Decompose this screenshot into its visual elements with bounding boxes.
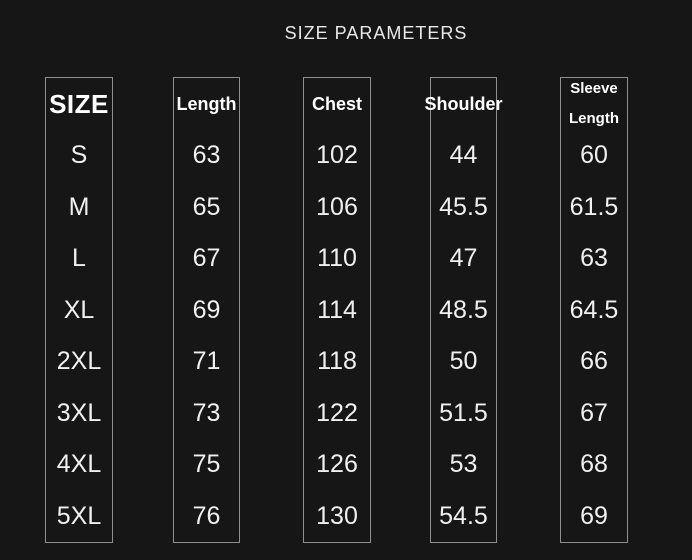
cell-sleeve-row6: 68 xyxy=(580,450,608,479)
cell-size-row1: M xyxy=(68,192,90,221)
cell-chest-row3: 114 xyxy=(317,295,357,324)
cell-length-row6: 75 xyxy=(192,450,221,479)
cell-sleeve-row3: 64.5 xyxy=(569,295,619,324)
page-title: SIZE PARAMETERS xyxy=(284,23,468,43)
cell-shoulder-row7: 54.5 xyxy=(439,501,488,530)
cell-chest-row4: 118 xyxy=(317,347,357,376)
column-size xyxy=(45,77,113,543)
cell-length-row7: 76 xyxy=(192,501,221,530)
cell-length-row5: 73 xyxy=(192,398,221,427)
column-length-cells xyxy=(174,130,239,542)
cell-shoulder-row1: 45.5 xyxy=(439,192,488,221)
cell-sleeve-row2: 63 xyxy=(580,244,608,273)
cell-shoulder-row0: 44 xyxy=(449,141,478,170)
cell-chest-row6: 126 xyxy=(316,450,358,479)
column-header-chest: Chest xyxy=(311,93,362,114)
cell-length-row0: 63 xyxy=(192,141,221,170)
column-header-sleeve-line2: Length xyxy=(569,110,619,127)
cell-shoulder-row2: 47 xyxy=(449,244,478,273)
cell-shoulder-row3: 48.5 xyxy=(439,295,488,324)
column-size-cells xyxy=(46,130,112,542)
cell-length-row2: 67 xyxy=(192,244,221,273)
cell-size-row3: XL xyxy=(63,295,95,324)
cell-size-row6: 4XL xyxy=(56,450,102,479)
column-header-length: Length xyxy=(176,93,237,114)
column-sleeve-length xyxy=(560,77,628,543)
column-header-size: SIZE xyxy=(49,88,109,119)
cell-sleeve-row7: 69 xyxy=(580,501,608,530)
column-header-sleeve-line1: Sleeve xyxy=(570,80,618,97)
cell-length-row1: 65 xyxy=(192,192,221,221)
cell-chest-row1: 106 xyxy=(316,192,358,221)
cell-sleeve-row4: 66 xyxy=(580,347,608,376)
cell-shoulder-row4: 50 xyxy=(449,347,478,376)
column-chest xyxy=(303,77,371,543)
column-header-shoulder: Shoulder xyxy=(424,93,503,114)
column-chest-cells xyxy=(304,130,370,542)
cell-sleeve-row5: 67 xyxy=(580,398,608,427)
cell-chest-row5: 122 xyxy=(316,398,358,427)
cell-chest-row0: 102 xyxy=(316,141,358,170)
cell-chest-row7: 130 xyxy=(316,501,358,530)
column-header-sleeve-length xyxy=(561,78,627,130)
column-shoulder xyxy=(424,77,503,543)
cell-size-row5: 3XL xyxy=(56,398,102,427)
cell-length-row3: 69 xyxy=(192,295,221,324)
column-shoulder-cells xyxy=(431,130,496,542)
cell-size-row0: S xyxy=(70,141,88,170)
cell-size-row4: 2XL xyxy=(56,347,102,376)
cell-length-row4: 71 xyxy=(192,347,221,376)
cell-shoulder-row5: 51.5 xyxy=(439,398,488,427)
cell-size-row2: L xyxy=(72,244,86,273)
cell-size-row7: 5XL xyxy=(56,501,102,530)
cell-shoulder-row6: 53 xyxy=(449,450,478,479)
cell-sleeve-row1: 61.5 xyxy=(569,192,619,221)
column-sleeve-cells xyxy=(561,130,627,542)
column-length xyxy=(173,77,240,543)
cell-sleeve-row0: 60 xyxy=(580,141,608,170)
cell-chest-row2: 110 xyxy=(317,244,357,273)
